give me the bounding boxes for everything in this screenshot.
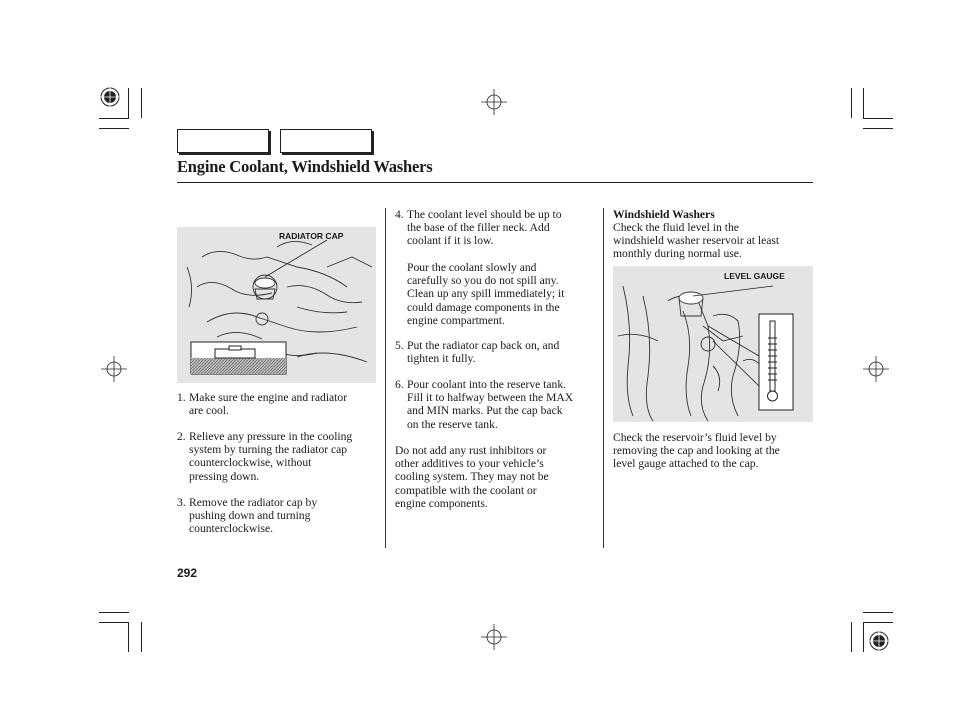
- nav-tab-box-2[interactable]: [280, 129, 372, 153]
- radiator-cap-figure: [177, 227, 376, 383]
- registration-target-icon: [95, 82, 155, 132]
- crosshair-right-icon: [863, 356, 889, 382]
- additives-warning: Do not add any rust inhibitors or other additives to your vehicle’s cooling system. They may not be compatible with the coolant or engine components.: [395, 444, 549, 510]
- windshield-washers-heading: Windshield Washers: [613, 208, 715, 221]
- crosshair-top-icon: [481, 89, 507, 115]
- page-title: Engine Coolant, Windshield Washers: [177, 157, 433, 176]
- title-rule: [177, 182, 813, 183]
- windshield-outro: Check the reservoir’s fluid level by removing the cap and looking at the level gauge attached to the cap.: [613, 431, 780, 471]
- engine-illustration: [177, 227, 376, 383]
- windshield-intro: Check the fluid level in the windshield washer reservoir at least monthly during normal use.: [613, 221, 780, 261]
- column-divider-1: [385, 208, 386, 548]
- nav-tab-box-1[interactable]: [177, 129, 269, 153]
- registration-target-icon: [866, 627, 896, 657]
- page-number: 292: [177, 566, 198, 580]
- washer-reservoir-illustration: [613, 266, 813, 422]
- crosshair-left-icon: [101, 356, 127, 382]
- crosshair-bottom-icon: [481, 624, 507, 650]
- column-divider-2: [603, 208, 604, 548]
- radiator-cap-label: RADIATOR CAP: [279, 231, 344, 241]
- step-4-note: Pour the coolant slowly and carefully so you do not spill any. Clean up any spill immediately; it could damage components in the engine compartment.: [407, 261, 565, 327]
- level-gauge-figure: [613, 266, 813, 422]
- level-gauge-label: LEVEL GAUGE: [724, 271, 785, 281]
